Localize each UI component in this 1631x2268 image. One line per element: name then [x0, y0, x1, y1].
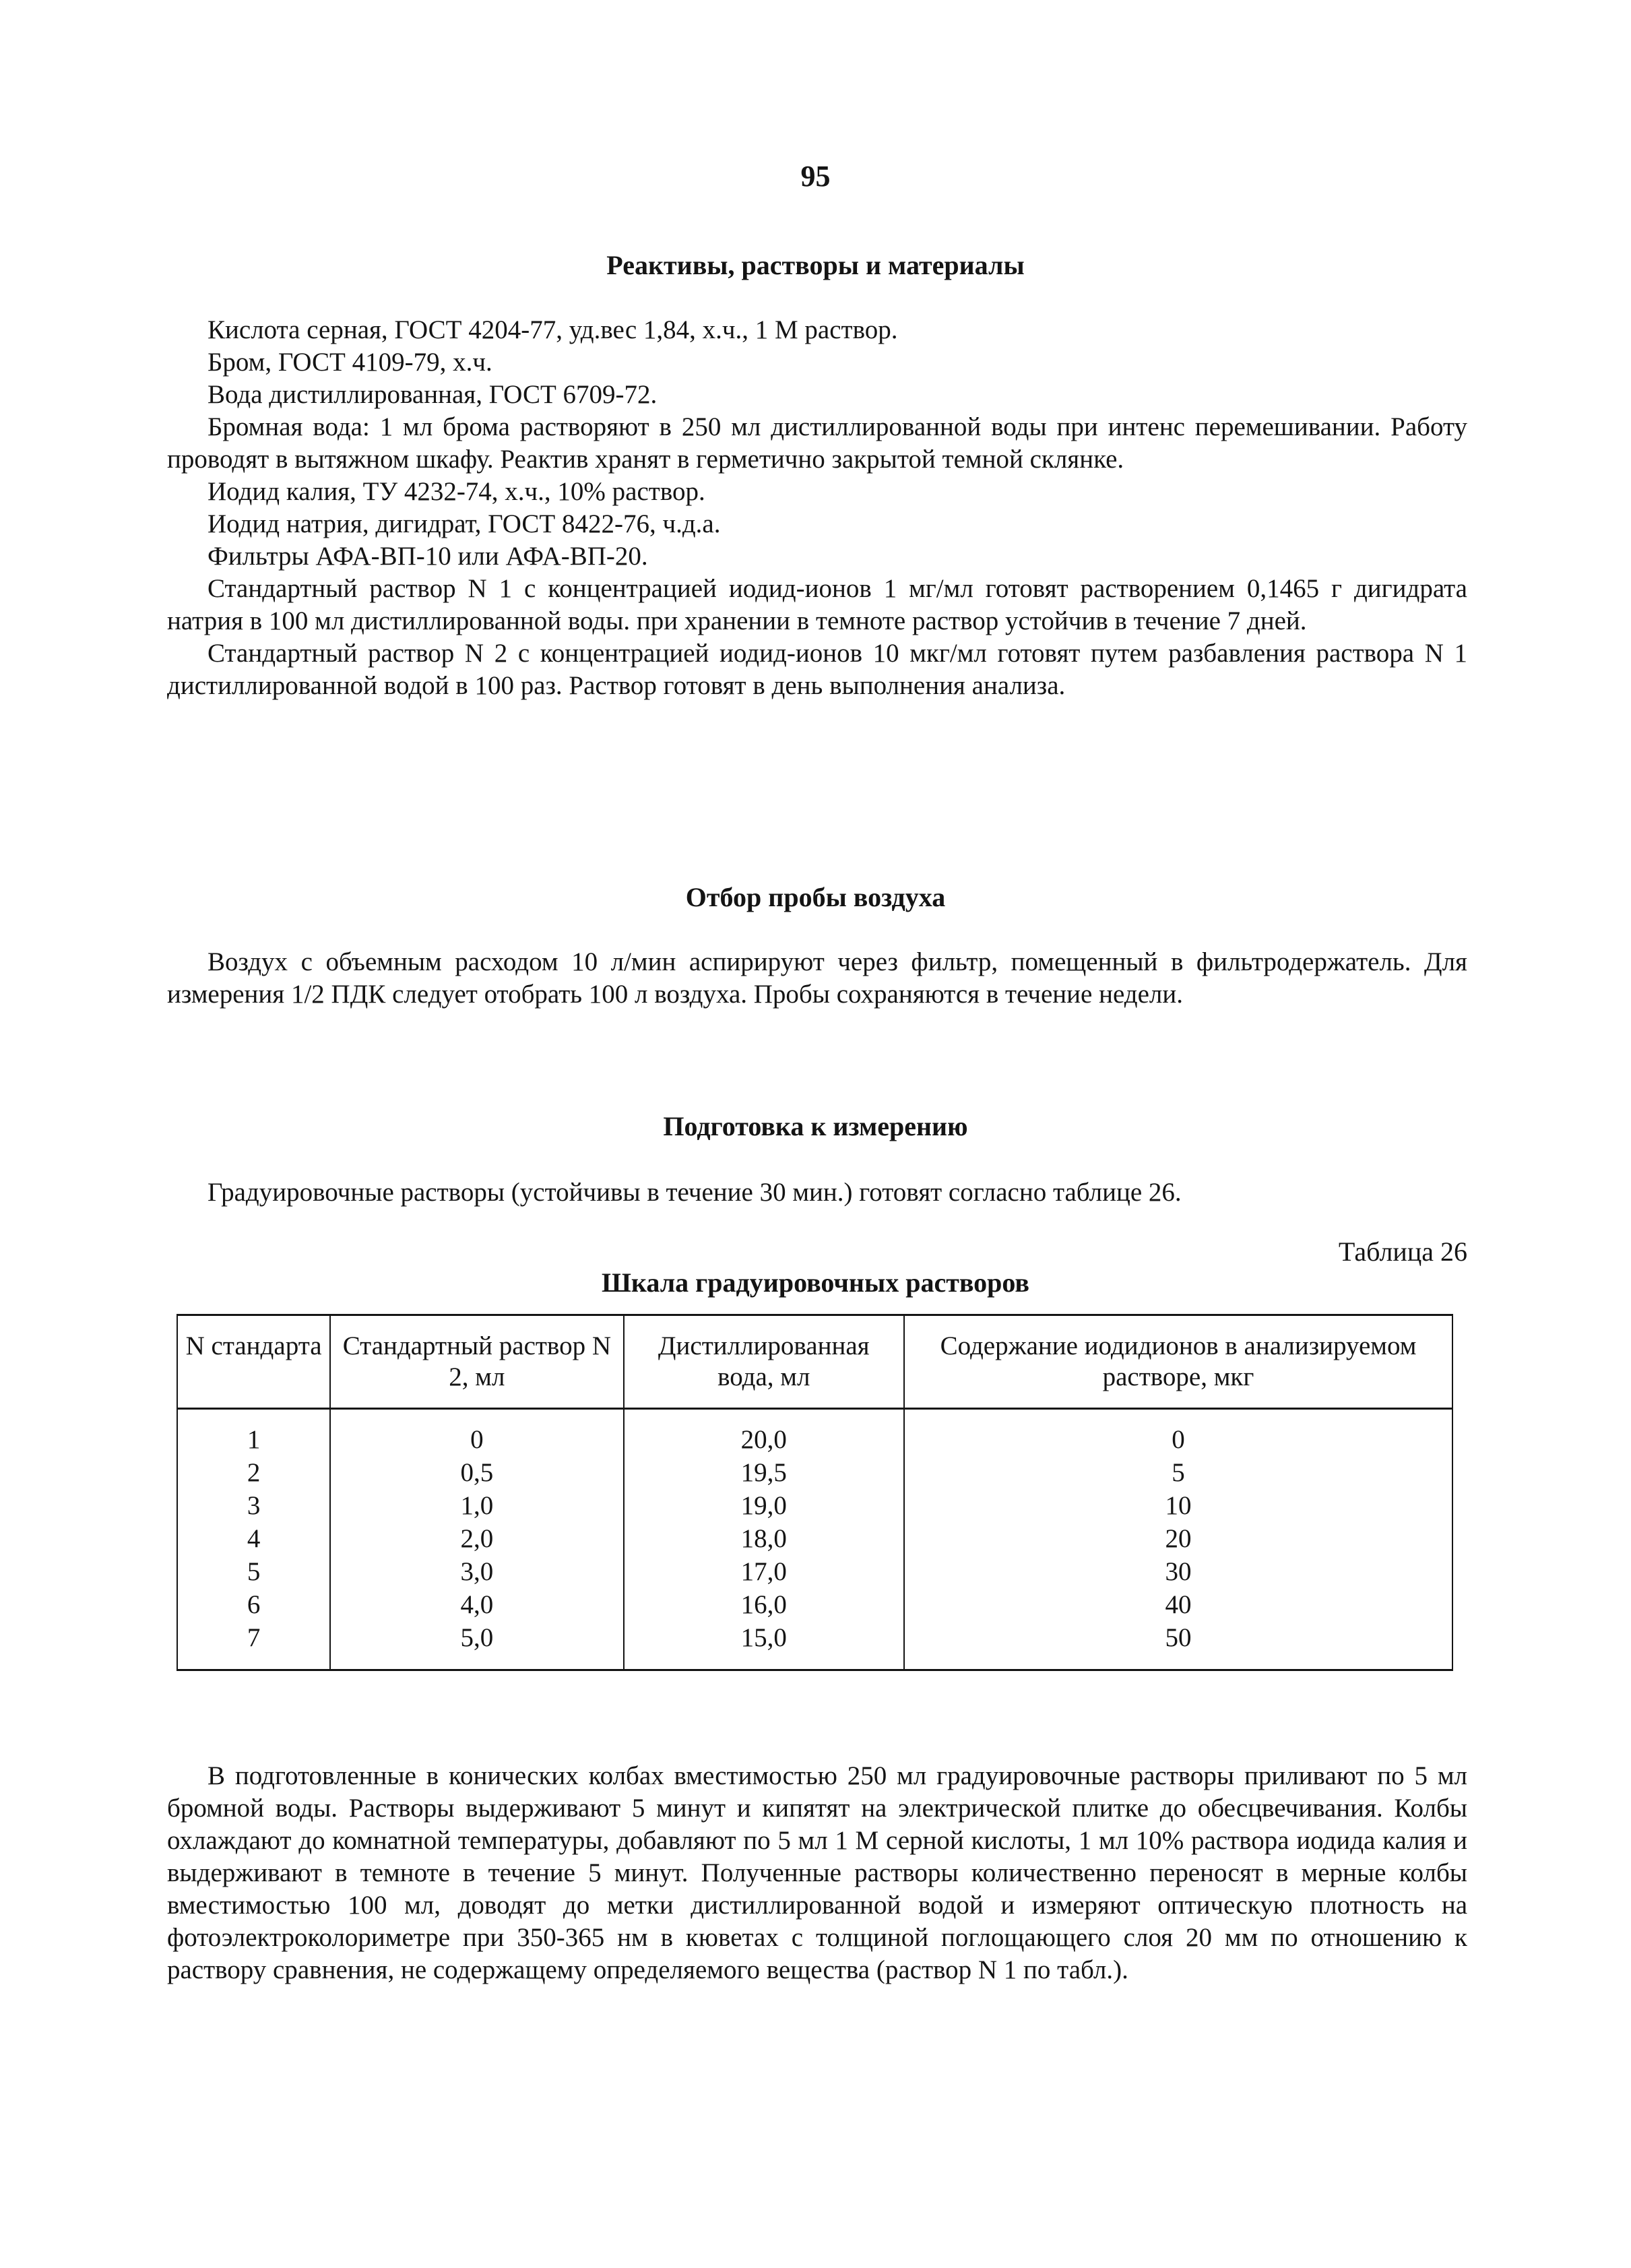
table-cell: 5	[904, 1456, 1452, 1489]
heading-preparation: Подготовка к измерению	[663, 1111, 968, 1141]
table-cell: 4	[177, 1522, 330, 1555]
paragraph: Иодид калия, ТУ 4232-74, х.ч., 10% раствор.	[207, 477, 705, 506]
table-cell: 19,5	[624, 1456, 904, 1489]
paragraph: В подготовленные в конических колбах вместимостью 250 мл градуировочные растворы приливают по 5 мл бромной воды. Растворы выдерживают 5 минут и кипятят на электрической плитке до обесцвечивания. Колбы охлаждают до комнатной температуры, добавляют по 5 мл 1 М серной кислоты, 1 мл 10% раствора иодида калия и выдерживают в темноте в течение 5 минут. Полученные растворы количественно переносят в мерные колбы вместимостью 100 мл, доводят до метки дистиллированной водой и измеряют оптическую плотность на фотоэлектроколориметре при 350-365 нм в кюветах с толщиной поглощающего слоя 20 мм по отношению к раствору сравнения, не содержащему определяемого вещества (раствор N 1 по табл.).	[167, 1761, 1467, 1984]
paragraph: Кислота серная, ГОСТ 4204-77, уд.вес 1,84, х.ч., 1 М раствор.	[207, 315, 898, 344]
table-cell: 3,0	[330, 1555, 623, 1588]
table-cell: 50	[904, 1621, 1452, 1670]
calibration-table	[177, 1314, 1453, 1671]
table-cell: 30	[904, 1555, 1452, 1588]
paragraph: Стандартный раствор N 1 с концентрацией иодид-ионов 1 мг/мл готовят растворением 0,1465 г дигидрата натрия в 100 мл дистиллированной воды. при хранении в темноте раствор устойчив в течение 7 дней.	[167, 574, 1467, 635]
heading-sampling: Отбор пробы воздуха	[685, 882, 946, 912]
paragraph: Бромная вода: 1 мл брома растворяют в 250 мл дистиллированной воды при интенс перемешивании. Работу проводят в вытяжном шкафу. Реактив хранят в герметично закрытой темной склянке.	[167, 412, 1467, 474]
page-number: 95	[800, 160, 831, 193]
table-cell: 5,0	[330, 1621, 623, 1670]
table-cell: 0	[904, 1409, 1452, 1457]
table-cell: 3	[177, 1489, 330, 1522]
table-cell: 16,0	[624, 1588, 904, 1621]
table-row	[177, 1456, 1452, 1489]
column-header-text: Содержание иодидионов в анализируемом растворе, мкг	[940, 1331, 1417, 1391]
column-header-text: N стандарта	[185, 1331, 322, 1360]
procedure-section	[167, 1760, 1467, 1986]
table-label: Таблица 26	[1338, 1236, 1467, 1267]
table-row	[177, 1409, 1452, 1457]
table-row	[177, 1489, 1452, 1522]
table-header-row	[177, 1315, 1452, 1409]
paragraph: Иодид натрия, дигидрат, ГОСТ 8422-76, ч.д.а.	[207, 509, 721, 538]
column-header	[177, 1315, 330, 1409]
table-row	[177, 1621, 1452, 1670]
table-cell: 1,0	[330, 1489, 623, 1522]
column-header-text: Стандартный раствор N 2, мл	[342, 1331, 611, 1391]
table-cell: 1	[177, 1409, 330, 1457]
paragraph: Бром, ГОСТ 4109-79, х.ч.	[207, 348, 492, 377]
paragraph: Стандартный раствор N 2 с концентрацией иодид-ионов 10 мкг/мл готовят путем разбавления раствора N 1 дистиллированной водой в 100 раз. Раствор готовят в день выполнения анализа.	[167, 639, 1467, 700]
column-header	[904, 1315, 1452, 1409]
table-row	[177, 1555, 1452, 1588]
paragraph: Градуировочные растворы (устойчивы в течение 30 мин.) готовят согласно таблице 26.	[207, 1178, 1182, 1207]
table-cell: 10	[904, 1489, 1452, 1522]
table-row	[177, 1588, 1452, 1621]
table-cell: 5	[177, 1555, 330, 1588]
table-cell: 15,0	[624, 1621, 904, 1670]
table-cell: 6	[177, 1588, 330, 1621]
table-cell: 20,0	[624, 1409, 904, 1457]
table-cell: 7	[177, 1621, 330, 1670]
table-cell: 18,0	[624, 1522, 904, 1555]
heading-reagents: Реактивы, растворы и материалы	[606, 250, 1025, 280]
column-header	[624, 1315, 904, 1409]
table-cell: 4,0	[330, 1588, 623, 1621]
table-cell: 2,0	[330, 1522, 623, 1555]
preparation-section	[167, 1176, 1467, 1209]
table-cell: 0	[330, 1409, 623, 1457]
paragraph: Вода дистиллированная, ГОСТ 6709-72.	[207, 380, 658, 409]
table-title: Шкала градуировочных растворов	[601, 1267, 1030, 1298]
reagents-section	[167, 314, 1467, 702]
calibration-table-wrap	[177, 1314, 1453, 1671]
table-cell: 0,5	[330, 1456, 623, 1489]
paragraph: Воздух с объемным расходом 10 л/мин аспирируют через фильтр, помещенный в фильтродержатель. Для измерения 1/2 ПДК следует отобрать 100 л воздуха. Пробы сохраняются в течение недели.	[167, 947, 1467, 1009]
column-header	[330, 1315, 623, 1409]
table-cell: 17,0	[624, 1555, 904, 1588]
table-cell: 20	[904, 1522, 1452, 1555]
column-header-text: Дистиллированная вода, мл	[658, 1331, 870, 1391]
paragraph: Фильтры АФА-ВП-10 или АФА-ВП-20.	[207, 542, 648, 571]
table-cell: 2	[177, 1456, 330, 1489]
table-cell: 19,0	[624, 1489, 904, 1522]
table-row	[177, 1522, 1452, 1555]
sampling-section	[167, 946, 1467, 1011]
table-cell: 40	[904, 1588, 1452, 1621]
